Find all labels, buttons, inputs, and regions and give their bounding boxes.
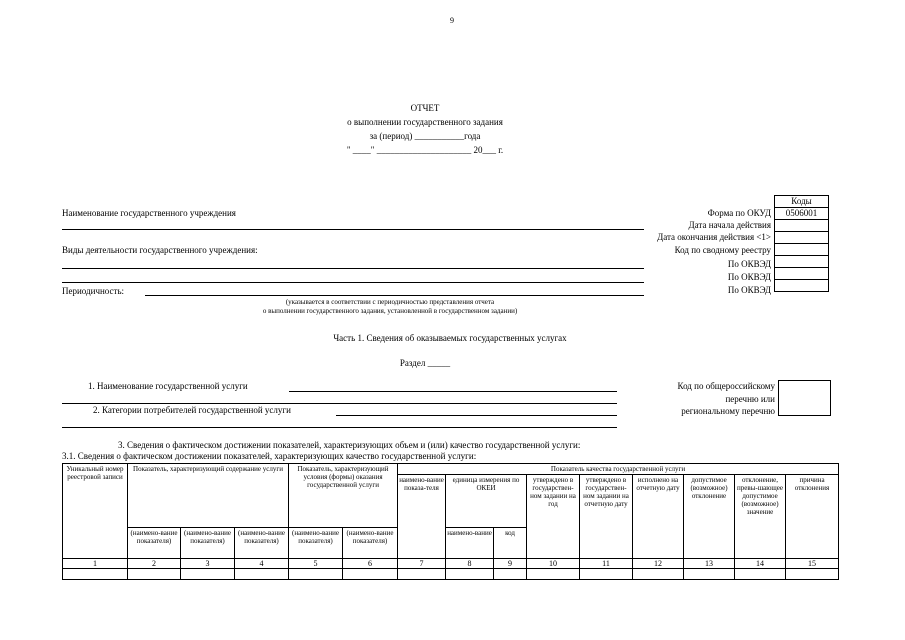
table-cell[interactable] <box>289 569 343 580</box>
sub-header-conditions-2: (наимено-вание показателя) <box>343 528 398 559</box>
label-reestr: Код по сводному реестру <box>674 245 771 255</box>
col-number-2: 2 <box>128 559 181 569</box>
codes-header: Коды <box>775 196 829 208</box>
activities-line-1[interactable] <box>62 268 644 269</box>
label-okved-1: По ОКВЭД <box>727 259 771 269</box>
table-cell[interactable] <box>684 569 735 580</box>
table-cell[interactable] <box>235 569 289 580</box>
col-number-10: 10 <box>527 559 580 569</box>
col-number-15: 15 <box>786 559 839 569</box>
registry-code-box[interactable] <box>778 380 831 416</box>
label-periodicity: Периодичность: <box>62 286 125 296</box>
col-number-14: 14 <box>735 559 786 569</box>
code-start-date[interactable] <box>775 220 829 232</box>
col-header-registry-number: Уникальный номер реестровой записи <box>63 464 128 559</box>
report-period-line: за (период) ___________года <box>369 131 481 141</box>
service-name-label: 1. Наименование государственной услуги <box>88 381 248 391</box>
label-okud: Форма по ОКУД <box>707 208 771 218</box>
col-number-3: 3 <box>181 559 235 569</box>
sub-header-content-1: (наимено-вание показателя) <box>128 528 181 559</box>
report-date-line: " ____" _____________________ 20___ г. <box>346 145 504 155</box>
label-end-date: Дата окончания действия <1> <box>657 232 771 242</box>
table-cell[interactable] <box>786 569 839 580</box>
col-number-1: 1 <box>63 559 128 569</box>
periodicity-note-1: (указывается в соответствии с периодичностью представления отчета <box>285 298 495 306</box>
sub-header-content-3: (наимено-вание показателя) <box>235 528 289 559</box>
activities-line-2[interactable] <box>62 282 644 283</box>
info-3-1-heading: 3.1. Сведения о фактическом достижении показателей, характеризующих качество государственной услуги: <box>62 451 477 461</box>
table-cell[interactable] <box>494 569 527 580</box>
table-cell[interactable] <box>343 569 398 580</box>
col-header-conditions: Показатель, характеризующий условия (формы) оказания государственной услуги <box>289 464 398 528</box>
service-name-line[interactable] <box>289 391 617 392</box>
col-header-approved-date: утверждено в государствен-ном задании на отчетную дату <box>580 475 633 559</box>
label-start-date: Дата начала действия <box>688 220 771 230</box>
col-number-11: 11 <box>580 559 633 569</box>
code-okved-2[interactable] <box>775 268 829 280</box>
code-end-date[interactable] <box>775 232 829 244</box>
col-header-quality: Показатель качества государственной услуги <box>398 464 839 475</box>
table-cell[interactable] <box>527 569 580 580</box>
code-okved-3[interactable] <box>775 280 829 292</box>
col-number-7: 7 <box>398 559 446 569</box>
registry-code-label-2: перечню или <box>725 394 775 404</box>
section-label: Раздел _____ <box>399 358 451 368</box>
service-consumers-label: 2. Категории потребителей государственной услуги <box>93 405 291 415</box>
sub-header-content-2: (наимено-вание показателя) <box>181 528 235 559</box>
col-header-content: Показатель, характеризующий содержание услуги <box>128 464 289 528</box>
col-number-5: 5 <box>289 559 343 569</box>
service-consumers-line-2[interactable] <box>62 427 617 428</box>
col-number-4: 4 <box>235 559 289 569</box>
label-okved-3: По ОКВЭД <box>727 285 771 295</box>
sub-header-unit-code: код <box>494 528 527 559</box>
table-cell[interactable] <box>181 569 235 580</box>
service-name-line-2[interactable] <box>62 403 617 404</box>
sub-header-unit-name: наимено-вание <box>446 528 494 559</box>
table-row <box>63 569 839 580</box>
page-number: 9 <box>450 16 454 25</box>
report-title: ОТЧЕТ <box>410 103 440 113</box>
code-okved-1[interactable] <box>775 256 829 268</box>
info-3-heading: 3. Сведения о фактическом достижении показателей, характеризующих объем и (или) качество государственной услуги: <box>118 440 581 450</box>
col-header-reason: причина отклонения <box>786 475 839 559</box>
col-number-9: 9 <box>494 559 527 569</box>
col-header-approved-year: утверждено в государствен-ном задании на год <box>527 475 580 559</box>
report-subtitle: о выполнении государственного задания <box>347 117 503 127</box>
table-cell[interactable] <box>128 569 181 580</box>
table-cell[interactable] <box>398 569 446 580</box>
col-header-excess-deviation: отклонение, превы-шающее допустимое (возможное) значение <box>735 475 786 559</box>
codes-table <box>774 195 829 292</box>
col-number-8: 8 <box>446 559 494 569</box>
registry-code-label-1: Код по общероссийскому <box>677 381 775 391</box>
institution-line[interactable] <box>62 229 644 230</box>
quality-indicators-table <box>62 463 839 580</box>
col-number-12: 12 <box>633 559 684 569</box>
col-header-indicator-name: наимено-вание показа-теля <box>398 475 446 559</box>
label-activities: Виды деятельности государственного учреждения: <box>62 245 258 255</box>
code-reestr[interactable] <box>775 244 829 256</box>
col-number-13: 13 <box>684 559 735 569</box>
registry-code-label-3: региональному перечню <box>681 406 775 416</box>
col-header-done: исполнено на отчетную дату <box>633 475 684 559</box>
col-header-unit: единица измерения по ОКЕИ <box>446 475 527 528</box>
label-institution: Наименование государственного учреждения <box>62 208 236 218</box>
table-cell[interactable] <box>446 569 494 580</box>
table-cell[interactable] <box>633 569 684 580</box>
col-header-allowed-deviation: допустимое (возможное) отклонение <box>684 475 735 559</box>
service-consumers-line[interactable] <box>336 415 617 416</box>
table-cell[interactable] <box>580 569 633 580</box>
part-title: Часть 1. Сведения об оказываемых государственных услугах <box>333 333 567 343</box>
col-number-6: 6 <box>343 559 398 569</box>
label-okved-2: По ОКВЭД <box>727 272 771 282</box>
code-okud[interactable]: 0506001 <box>775 208 829 220</box>
periodicity-line[interactable] <box>145 295 644 296</box>
table-cell[interactable] <box>63 569 128 580</box>
sub-header-conditions-1: (наимено-вание показателя) <box>289 528 343 559</box>
periodicity-note-2: о выполнении государственного задания, установленной в государственном задании) <box>262 307 518 315</box>
table-cell[interactable] <box>735 569 786 580</box>
